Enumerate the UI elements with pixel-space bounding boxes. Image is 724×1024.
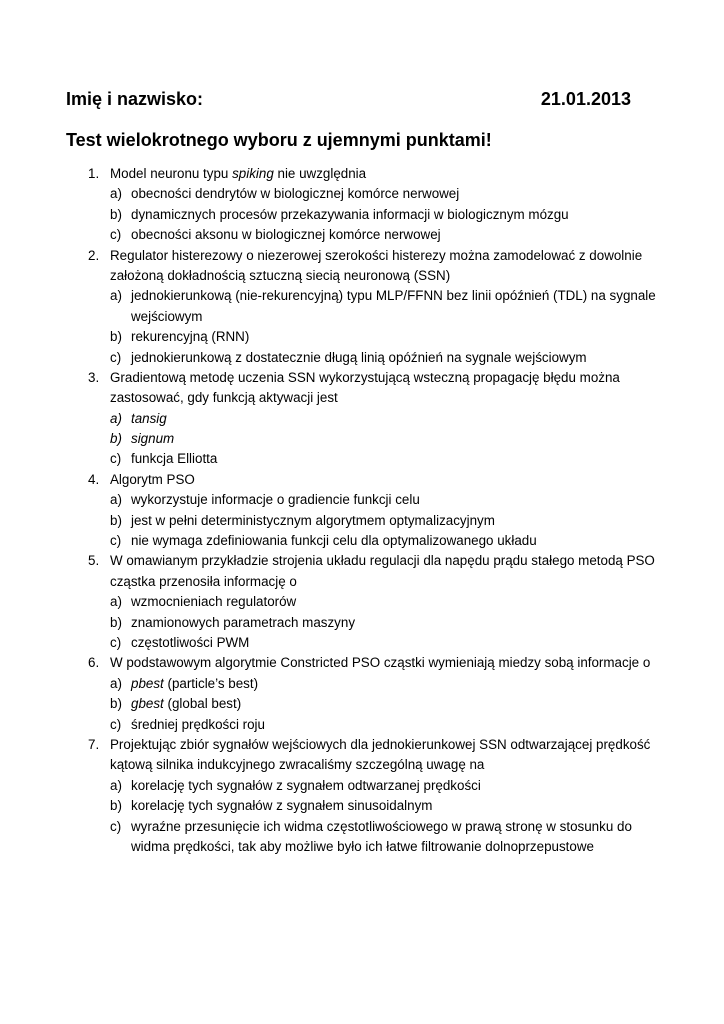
option-text: jest w pełni deterministycznym algorytmem optymalizacyjnym	[131, 512, 495, 528]
option-label: b)	[110, 512, 122, 528]
question-line	[0, 755, 724, 775]
option-text: jednokierunkową (nie-rekurencyjną) typu MLP/FFNN bez linii opóźnień (TDL) na sygnale	[131, 288, 656, 304]
option-text: funkcja Elliotta	[131, 451, 218, 467]
question-line	[0, 735, 724, 755]
option-label: b)	[110, 614, 122, 630]
option-label: b)	[110, 696, 122, 712]
option-line	[0, 286, 724, 306]
option-label: b)	[110, 798, 122, 814]
option-label: b)	[110, 431, 122, 447]
option-line	[0, 694, 724, 714]
emphasis-text: gbest	[131, 696, 164, 712]
option-label: c)	[110, 716, 122, 732]
option-line	[0, 225, 724, 245]
question-text: W podstawowym algorytmie Constricted PSO cząstki wymieniają miedzy sobą informacje o	[110, 655, 651, 671]
question-text: Model neuronu typu spiking nie uwzględnia	[110, 166, 367, 181]
option-label: c)	[110, 533, 122, 549]
option-text: korelację tych sygnałów z sygnałem sinusoidalnym	[131, 798, 433, 814]
question-text: kątową silnika indukcyjnego zwracaliśmy szczególną uwagę na	[110, 757, 485, 773]
question-number: 4.	[88, 471, 100, 487]
question-line	[0, 388, 724, 408]
option-line	[0, 348, 724, 368]
option-text: gbest (global best)	[131, 696, 242, 712]
question-item	[0, 164, 724, 246]
question-line	[0, 246, 724, 266]
emphasis-text: spiking	[232, 166, 274, 181]
option-line	[0, 592, 724, 612]
option-label: a)	[110, 288, 122, 304]
question-number: 5.	[88, 553, 100, 569]
question-number: 7.	[88, 736, 100, 752]
question-line	[0, 470, 724, 490]
question-item	[0, 735, 724, 857]
question-line	[0, 551, 724, 571]
option-label: c)	[110, 227, 122, 243]
option-text: wyraźne przesunięcie ich widma częstotliwościowego w prawą stronę w stosunku do	[131, 818, 632, 834]
question-text: W omawianym przykładzie strojenia układu regulacji dla napędu prądu stałego metodą PSO	[110, 553, 655, 569]
option-label: c)	[110, 451, 122, 467]
option-line	[0, 409, 724, 429]
option-line	[0, 429, 724, 449]
question-line	[0, 164, 724, 184]
option-line	[0, 490, 724, 510]
option-text: obecności aksonu w biologicznej komórce nerwowej	[131, 227, 441, 243]
question-item	[0, 470, 724, 552]
question-text: cząstka przenosiła informację o	[110, 573, 297, 589]
option-text: wzmocnieniach regulatorów	[131, 594, 297, 610]
question-number: 2.	[88, 247, 100, 263]
option-line	[0, 531, 724, 551]
question-item	[0, 246, 724, 368]
name-label: Imię i nazwisko:	[66, 89, 204, 109]
option-text: tansig	[131, 410, 167, 426]
question-text: Projektując zbiór sygnałów wejściowych dla jednokierunkowej SSN odtwarzającej prędkość	[110, 736, 651, 752]
option-text: signum	[131, 431, 175, 447]
option-text: wykorzystuje informacje o gradiencie funkcji celu	[131, 492, 420, 508]
option-label: a)	[110, 777, 122, 793]
option-label: a)	[110, 594, 122, 610]
option-line	[0, 327, 724, 347]
option-text: częstotliwości PWM	[131, 634, 250, 650]
option-text: nie wymaga zdefiniowania funkcji celu dla optymalizowanego układu	[131, 533, 537, 549]
question-item	[0, 368, 724, 470]
option-label: b)	[110, 206, 122, 222]
option-text: wejściowym	[131, 308, 203, 324]
option-line	[0, 837, 724, 857]
option-line	[0, 715, 724, 735]
option-text: znamionowych parametrach maszyny	[131, 614, 356, 630]
option-text: korelację tych sygnałów z sygnałem odtwarzanej prędkości	[131, 777, 481, 793]
option-text: widma prędkości, tak aby możliwe było ich łatwe filtrowanie dolnoprzepustowe	[131, 838, 594, 854]
question-item	[0, 653, 724, 735]
option-line	[0, 796, 724, 816]
option-line	[0, 449, 724, 469]
header	[66, 89, 631, 110]
option-label: a)	[110, 492, 122, 508]
question-text: założoną dokładnością sztuczną siecią neuronową (SSN)	[110, 267, 451, 283]
option-text: średniej prędkości roju	[131, 716, 265, 732]
option-line	[0, 776, 724, 796]
question-number: 6.	[88, 655, 100, 671]
date: 21.01.2013	[540, 89, 631, 109]
question-text: Algorytm PSO	[110, 471, 195, 487]
question-line	[0, 572, 724, 592]
option-text: jednokierunkową z dostatecznie długą linią opóźnień na sygnale wejściowym	[131, 349, 587, 365]
option-label: b)	[110, 329, 122, 345]
option-text: pbest (particle’s best)	[131, 675, 259, 691]
option-label: c)	[110, 818, 122, 834]
option-line	[0, 307, 724, 327]
option-line	[0, 674, 724, 694]
option-line	[0, 817, 724, 837]
question-list	[0, 164, 724, 857]
question-line	[0, 653, 724, 673]
page-title: Test wielokrotnego wyboru z ujemnymi punktami!	[66, 130, 492, 150]
option-line	[0, 184, 724, 204]
question-number: 1.	[88, 166, 100, 181]
option-line	[0, 511, 724, 531]
option-label: a)	[110, 675, 122, 691]
question-text: Regulator histerezowy o niezerowej szerokości histerezy można zamodelować z dowolnie	[110, 247, 643, 263]
question-text: zastosować, gdy funkcją aktywacji jest	[110, 390, 338, 406]
question-text: Gradientową metodę uczenia SSN wykorzystującą wsteczną propagację błędu można	[110, 369, 620, 385]
option-label: a)	[110, 410, 122, 426]
option-text: dynamicznych procesów przekazywania informacji w biologicznym mózgu	[131, 206, 569, 222]
question-line	[0, 368, 724, 388]
option-line	[0, 205, 724, 225]
option-text: rekurencyjną (RNN)	[131, 329, 250, 345]
option-label: a)	[110, 186, 122, 202]
option-line	[0, 613, 724, 633]
option-label: c)	[110, 634, 122, 650]
option-line	[0, 633, 724, 653]
emphasis-text: pbest	[131, 675, 164, 691]
option-label: c)	[110, 349, 122, 365]
question-line	[0, 266, 724, 286]
question-number: 3.	[88, 369, 100, 385]
question-item	[0, 551, 724, 653]
option-text: obecności dendrytów w biologicznej komórce nerwowej	[131, 186, 460, 202]
